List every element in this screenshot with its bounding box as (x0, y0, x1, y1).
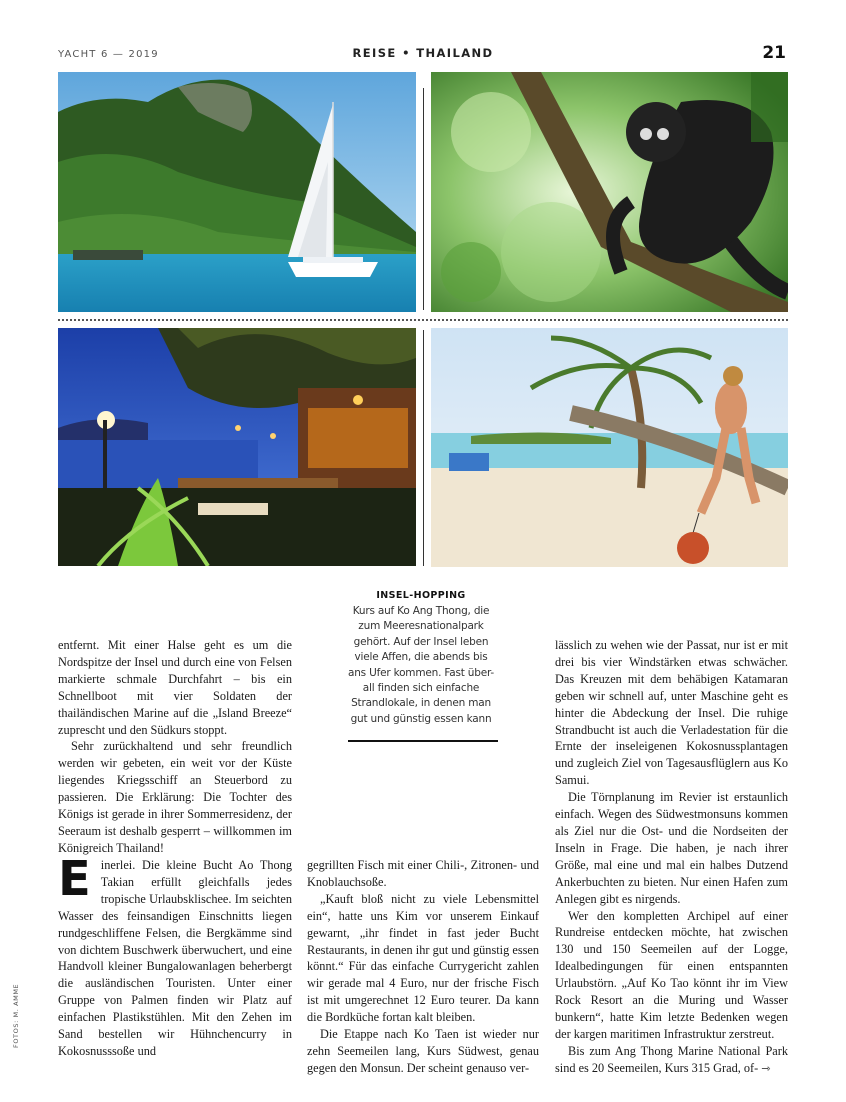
vertical-rule (423, 330, 424, 566)
body-paragraph: gegrillten Fisch mit einer Chili-, Zitronen- und Knoblauchsoße. (307, 858, 539, 889)
body-column-1-top (58, 637, 292, 857)
page-number: 21 (762, 43, 786, 63)
caption-line: viele Affen, die abends bis (354, 651, 488, 664)
section-title: REISE • THAILAND (352, 46, 494, 60)
vertical-rule (423, 88, 424, 310)
caption-title: INSEL-HOPPING (376, 590, 466, 601)
caption-line: ans Ufer kommen. Fast über- (347, 666, 495, 679)
dotted-divider (58, 319, 788, 321)
photo-catamaran-island (58, 72, 416, 312)
drop-cap: E (58, 851, 91, 907)
body-column-1-bottom (58, 851, 292, 1060)
body-paragraph: inerlei. Die kleine Bucht Ao Thong Takian erfüllt gleichfalls jedes tropische Urlaubsklischee. Im seichten Wasser des feinsandigen Einschnitts liegen rundgeschliffene Felsen, die Bergkämme sind von dichtem Buschwerk überwuchert, und eine Handvoll kleiner Bungalowanlagen beherbergt die ausländischen Touristen. Unter einer Gruppe von Palmen finden wir Platz auf einfachen Plastikstühlen. Mit den Zehen im Sand bestellen wir Hühnchencurry in Kokosnusssoße und (58, 858, 292, 1058)
body-paragraph: lässlich zu wehen wie der Passat, nur ist er mit drei bis vier Windstärken etwas schwächer. Das Kreuzen mit dem behäbigen Katamaran geben wir schnell auf, unter Maschine geht es hinter die Abdeckung der Insel. Die ruhige Strandbucht ist auch die Verladestation für die Ernte der inseleigenen Kokosnussplantagen und zugleich Ziel von Tagesausflüglern aus Ko Samui. (555, 638, 788, 788)
caption-text (345, 604, 497, 727)
continue-arrow-icon: ⇾ (761, 1061, 771, 1075)
photo-monkey (431, 72, 788, 312)
caption-line: gehört. Auf der Insel leben (353, 635, 489, 648)
body-paragraph: Die Törnplanung im Revier ist erstaunlich einfach. Wegen des Südwestmonsuns kommen als Ziel nur die Ost- und die Nordseiten der Inseln in Frage. Die haben, je nach ihrer Größe, mal eine und mal ein halbes Dutzend Ankerbuchten zu bieten. Nur einen Hafen zum Anlegen gibt es nirgends. (555, 790, 788, 906)
photo-beach-restaurant (58, 328, 416, 566)
photo-palm-beach (431, 328, 788, 567)
body-paragraph: Sehr zurückhaltend und sehr freundlich werden wir gebeten, ein weit vor der Küste liegendes Kriegsschiff an Steuerbord zu passieren. Die Erklärung: Die Tochter des Königs ist gerade in ihrer Sommerresidenz, der Seeraum ist deshalb gesperrt – willkommen im Königreich Thailand! (58, 739, 292, 855)
photo-caption (345, 590, 497, 727)
caption-rule (348, 740, 498, 742)
caption-line: Kurs auf Ko Ang Thong, die (352, 605, 490, 617)
body-paragraph: Wer den kompletten Archipel auf einer Rundreise entdecken möchte, hat zwischen 130 und 150 Seemeilen auf der Logge, Idealbedingungen für einen entspannten Urlaubstörn. „Auf Ko Tao könnt ihr im View Rock Resort an die Muring und Wasser bunkern“, hatte Kim letzte Bedenken wegen der kargen maritimen Infrastruktur zerstreut. (555, 908, 788, 1041)
body-column-3 (555, 637, 788, 1078)
body-last-line: Bis zum Ang Thong Marine National Park sind es 20 Seemeilen, Kurs 315 Grad, of- (555, 1043, 788, 1075)
caption-line: Strandlokale, in denen man (351, 697, 491, 710)
caption-line: gut und günstig essen kann (350, 712, 492, 725)
body-paragraph (555, 1043, 788, 1078)
photo-credit: FOTOS: M. AMME (12, 983, 20, 1048)
body-paragraph: entfernt. Mit einer Halse geht es um die Nordspitze der Insel und durch eine von Felsen markierte schmale Durchfahrt – bis ein Schnellboot mit vier Soldaten der thailändischen Marine auf die „Island Breeze“ zuprescht und den Südkurs stoppt. (58, 638, 292, 737)
issue-label: YACHT 6 — 2019 (58, 49, 159, 60)
caption-line: all finden sich einfache (362, 682, 480, 695)
body-paragraph: Die Etappe nach Ko Taen ist wieder nur zehn Seemeilen lang, Kurs Südwest, genau gegen den Monsun. Der scheint genauso ver- (307, 1027, 539, 1075)
body-column-2 (307, 857, 539, 1077)
caption-line: zum Meeresnationalpark (358, 620, 484, 633)
body-paragraph: „Kauft bloß nicht zu viele Lebensmittel ein“, hatte uns Kim vor unserem Einkauf gewarnt, „ihr findet in fast jeder Bucht Restaurants, in denen ihr gut und günstig essen könnt.“ Für das einfache Currygericht zahlen wir gerade mal 4 Euro, nur der frische Fisch ist mit umgerechnet 12 Euro teurer. Da kann die Bordküche fortan kalt bleiben. (307, 891, 539, 1025)
